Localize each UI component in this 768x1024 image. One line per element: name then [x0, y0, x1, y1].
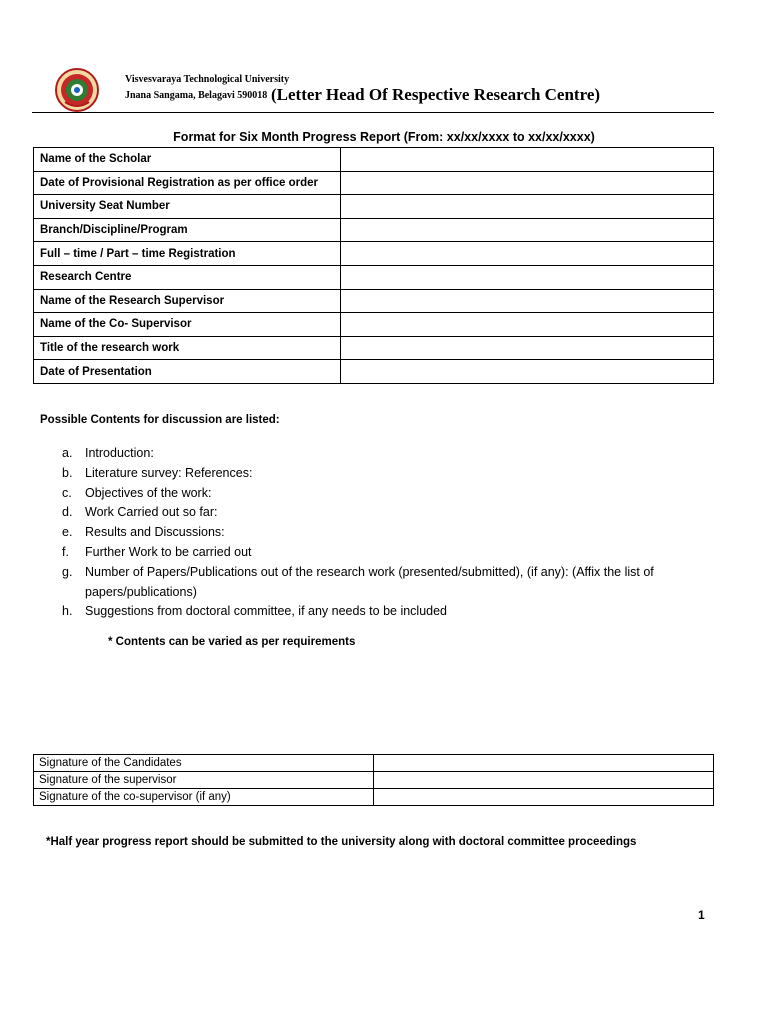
row-value-cell[interactable]	[341, 265, 714, 289]
list-item-text: Suggestions from doctoral committee, if any needs to be included	[85, 604, 448, 619]
table-row	[34, 195, 714, 219]
list-item	[62, 563, 702, 603]
scholar-details-table	[33, 147, 714, 384]
contents-list	[62, 444, 702, 622]
row-label: Research Centre	[34, 265, 341, 289]
table-row	[34, 242, 714, 266]
list-marker: d.	[62, 505, 73, 520]
table-row	[34, 218, 714, 242]
list-item-text: Results and Discussions:	[85, 525, 225, 540]
list-item	[62, 484, 702, 504]
table-row	[34, 289, 714, 313]
list-marker: e.	[62, 525, 73, 540]
table-row	[34, 313, 714, 337]
list-marker: a.	[62, 446, 73, 460]
row-value-cell[interactable]	[341, 313, 714, 337]
row-label: Title of the research work	[34, 336, 341, 360]
table-row	[34, 336, 714, 360]
signature-label: Signature of the supervisor	[34, 772, 374, 789]
letterhead-title: (Letter Head Of Respective Research Centre)	[271, 85, 601, 104]
list-item-text: Work Carried out so far:	[85, 505, 218, 520]
row-label: Name of the Research Supervisor	[34, 289, 341, 313]
signature-cell[interactable]	[374, 772, 714, 789]
row-value-cell[interactable]	[341, 171, 714, 195]
table-row	[34, 265, 714, 289]
table-row	[34, 789, 714, 806]
row-value-cell[interactable]	[341, 360, 714, 384]
table-row	[34, 755, 714, 772]
list-marker: c.	[62, 485, 72, 500]
row-value-cell[interactable]	[341, 148, 714, 172]
row-label: University Seat Number	[34, 195, 341, 219]
footnote: *Half year progress report should be submitted to the university along with doctoral committee proceedings	[46, 836, 637, 848]
header-divider	[32, 112, 714, 113]
list-item	[62, 444, 702, 464]
row-label: Date of Provisional Registration as per office order	[34, 171, 341, 195]
signature-label: Signature of the Candidates	[34, 755, 374, 772]
list-marker: b.	[62, 465, 73, 480]
university-address: Jnana Sangama, Belagavi 590018	[125, 90, 268, 101]
table-row	[34, 148, 714, 172]
list-item-text: Literature survey: References:	[85, 465, 253, 480]
list-item-text: Further Work to be carried out	[85, 544, 252, 559]
row-value-cell[interactable]	[341, 218, 714, 242]
university-seal-logo	[55, 68, 99, 112]
table-row	[34, 360, 714, 384]
list-item	[62, 464, 702, 484]
table-row	[34, 171, 714, 195]
list-item	[62, 602, 702, 622]
row-value-cell[interactable]	[341, 289, 714, 313]
list-item	[62, 503, 702, 523]
row-value-cell[interactable]	[341, 195, 714, 219]
row-label: Branch/Discipline/Program	[34, 218, 341, 242]
contents-heading: Possible Contents for discussion are listed:	[40, 414, 280, 426]
page-number: 1	[698, 908, 705, 922]
form-title: Format for Six Month Progress Report (From: xx/xx/xxxx to xx/xx/xxxx)	[173, 130, 595, 144]
signatures-table	[33, 754, 714, 806]
row-value-cell[interactable]	[341, 336, 714, 360]
row-label: Name of the Co- Supervisor	[34, 313, 341, 337]
list-item-text: Number of Papers/Publications out of the research work (presented/submitted), (if any): (Affix the list of papers/publications)	[85, 564, 654, 599]
signature-cell[interactable]	[374, 755, 714, 772]
signature-cell[interactable]	[374, 789, 714, 806]
university-name: Visvesvaraya Technological University	[125, 74, 290, 85]
signature-label: Signature of the co-supervisor (if any)	[34, 789, 374, 806]
row-label: Full – time / Part – time Registration	[34, 242, 341, 266]
list-marker: f.	[62, 544, 69, 559]
table-row	[34, 772, 714, 789]
list-item	[62, 523, 702, 543]
row-value-cell[interactable]	[341, 242, 714, 266]
contents-note: * Contents can be varied as per requirements	[108, 636, 356, 648]
list-marker: h.	[62, 604, 73, 619]
list-marker: g.	[62, 564, 73, 579]
list-item-text: Introduction:	[85, 446, 154, 460]
list-item-text: Objectives of the work:	[85, 485, 212, 500]
row-label: Name of the Scholar	[34, 148, 341, 172]
row-label: Date of Presentation	[34, 360, 341, 384]
list-item	[62, 543, 702, 563]
